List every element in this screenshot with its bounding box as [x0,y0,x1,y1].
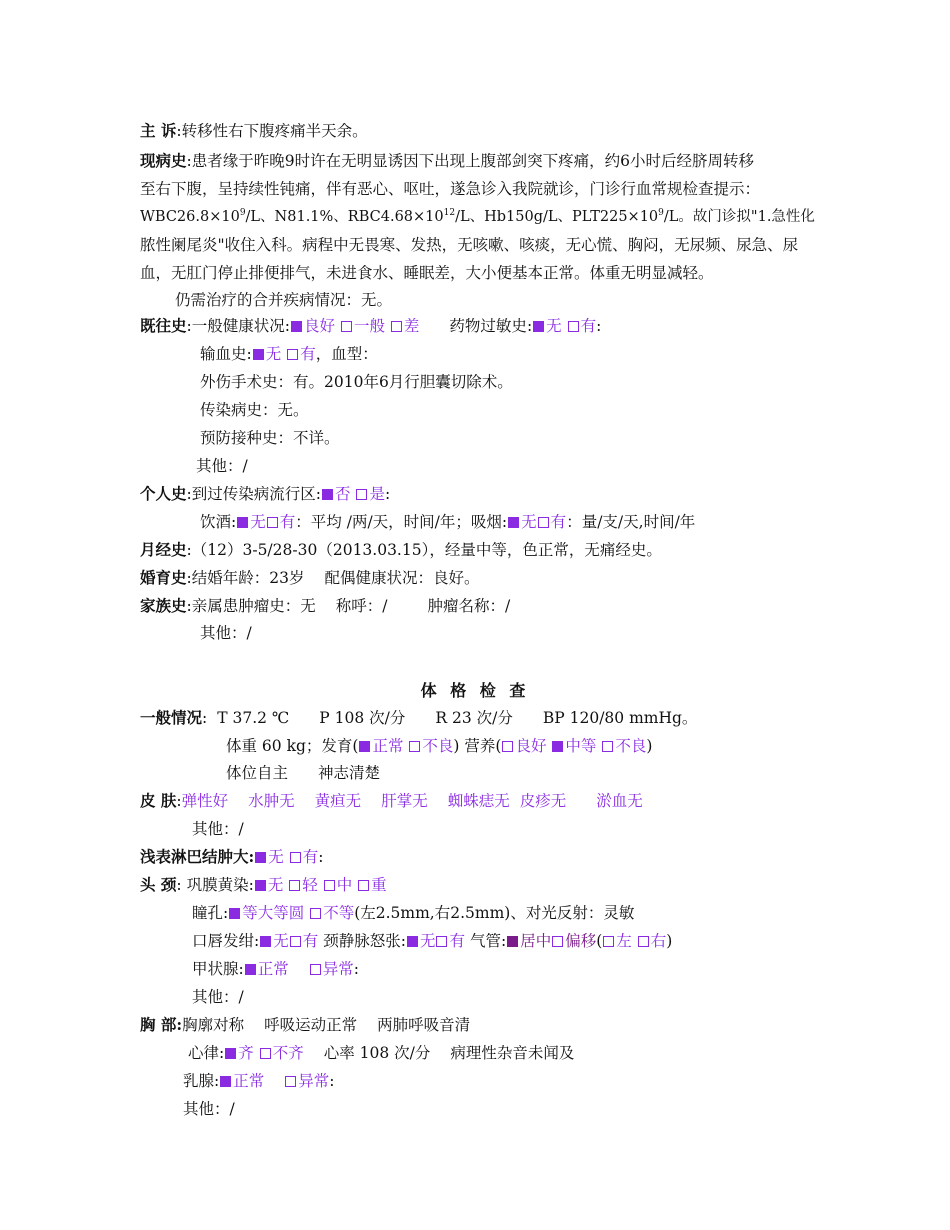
comorbid-text: 仍需治疗的合并疾病情况：无。 [175,291,393,309]
cyanosis-yes-checkbox[interactable] [290,936,301,947]
headneck-label: 头 颈 [140,875,177,894]
lymph-label: 浅表淋巴结肿大 [140,847,249,866]
thyroid-row: 甲状腺: 正常 异常: [192,960,360,978]
family-label: 家族史 [140,596,187,615]
comorbid-row [175,290,392,310]
health-fair-checkbox[interactable] [341,321,352,332]
lab-plt: /L、Hb150g/L、PLT225×10 [455,209,659,225]
lymph-row: 浅表淋巴结肿大: 无 有: [140,847,324,866]
hpi-line-1: 患者缘于昨晚9时许在无明显诱因下出现上腹部剑突下疼痛，约6小时后经脐周转移 [191,152,754,170]
chief-complaint-text: 转移性右下腹疼痛半天余。 [181,122,368,140]
hpi-line-2: 至右下腹，呈持续性钝痛，伴有恶心、呕吐，遂急诊入我院就诊，门诊行血常规检查提示： [140,180,761,198]
pupil-row: 瞳孔: 等大等圆 不等(左2.5mm,右2.5mm)、对光反射：灵敏 [192,904,635,922]
development-normal-checkbox[interactable] [359,741,370,752]
sclera-none-checkbox[interactable] [255,880,266,891]
jugular-no-checkbox[interactable] [407,936,418,947]
smoke-yes-checkbox[interactable] [538,517,549,528]
nutrition-poor-checkbox[interactable] [602,741,613,752]
hpi-row-2 [140,179,760,199]
lymph-no-checkbox[interactable] [255,852,266,863]
family-row: 家族史:亲属患肿瘤史：无 称呼：/ 肿瘤名称：/ [140,596,511,615]
development-poor-checkbox[interactable] [409,741,420,752]
lab-wbc: WBC26.8×10 [140,209,240,225]
physical-exam-title: 体 格 检 查 [420,681,530,700]
infectious-row: 传染病史：无。 [200,401,309,419]
menstrual-row: 月经史:（12）3-5/28-30（2013.03.15），经量中等，色正常，无痛经史。 [140,540,662,559]
skin-row: 皮 肤:弹性好 水肿无 黄疸无 肝掌无 蜘蛛痣无 皮疹无 淤血无 [140,791,643,810]
pupil-unequal-checkbox[interactable] [310,908,321,919]
headneck-other-row: 其他：/ [192,988,244,1006]
smoke-no-checkbox[interactable] [508,517,519,528]
health-poor-checkbox[interactable] [391,321,402,332]
thyroid-normal-checkbox[interactable] [245,964,256,975]
past-history-label: 既往史 [140,316,187,335]
chest-row: 胸 部:胸廓对称 呼吸运动正常 两肺呼吸音清 [140,1015,471,1034]
skin-label: 皮 肤 [140,791,177,810]
sclera-severe-checkbox[interactable] [358,880,369,891]
breast-abnormal-checkbox[interactable] [285,1076,296,1087]
cyanosis-row: 口唇发绀: 无 有 颈静脉怒张: 无 有 气管: 居中 偏移( 左 右) [192,932,673,950]
nutrition-medium-checkbox[interactable] [552,741,563,752]
nutrition-good-checkbox[interactable] [502,741,513,752]
hpi-lab-row: $WBC26.8\times 10^9/L$、N81.1%、$RBC4.68\times 10^{12}/L$、Hb150g/L、$PLT225\times 10^9/L$。故门诊拟"1.急性化 [140,208,815,225]
transfusion-yes-checkbox[interactable] [287,349,298,360]
trachea-deviated-checkbox[interactable] [552,936,563,947]
hpi-row-5 [140,263,714,283]
lymph-yes-checkbox[interactable] [290,852,301,863]
hpi-row-1: 现病史:患者缘于昨晚9时许在无明显诱因下出现上腹部剑突下疼痛，约6小时后经脐周转移 [140,151,754,170]
trachea-right-checkbox[interactable] [638,936,649,947]
sclera-row: 头 颈: 巩膜黄染: 无 轻 中 重 [140,875,387,894]
allergy-yes-checkbox[interactable] [568,321,579,332]
trachea-midline-checkbox[interactable] [507,936,518,947]
hpi-line-4: 脓性阑尾炎"收住入科。病程中无畏寒、发热，无咳嗽、咳痰，无心慌、胸闷，无尿频、尿急、尿 [140,236,799,254]
marital-label: 婚育史 [140,568,187,587]
heart-rhythm-row: 心律: 齐 不齐 心率 108 次/分 病理性杂音未闻及 [188,1044,575,1062]
position-row: 体位自主 神志清楚 [226,764,381,782]
chief-complaint-row: 主 诉:转移性右下腹疼痛半天余。 [140,121,368,140]
hpi-line-5: 血，无肛门停止排便排气，未进食水、睡眠差，大小便基本正常。体重无明显减轻。 [140,264,714,282]
hpi-row-4 [140,235,798,255]
hpi-label: 现病史 [140,151,187,170]
chest-other-row: 其他：/ [183,1100,235,1118]
trauma-row: 外伤手术史：有。2010年6月行胆囊切除术。 [200,373,513,391]
drink-smoke-row: 饮酒: 无 有：平均 /两/天，时间/年；吸烟: 无 有：量/支/天,时间/年 [200,513,696,531]
breast-row: 乳腺: 正常 异常: [183,1072,335,1090]
thyroid-abnormal-checkbox[interactable] [310,964,321,975]
personal-history-row: 个人史:到过传染病流行区: 否 是: [140,484,391,503]
sclera-mild-checkbox[interactable] [289,880,300,891]
chest-label: 胸 部 [140,1015,177,1034]
personal-history-label: 个人史 [140,484,187,503]
rhythm-irregular-checkbox[interactable] [260,1048,271,1059]
epidemic-no-checkbox[interactable] [322,489,333,500]
vaccination-row: 预防接种史：不详。 [200,429,340,447]
general-label: 一般情况 [140,708,203,727]
skin-other-row: 其他：/ [192,820,244,838]
trachea-left-checkbox[interactable] [603,936,614,947]
menstrual-label: 月经史 [140,540,187,559]
cyanosis-no-checkbox[interactable] [260,936,271,947]
pupil-equal-checkbox[interactable] [229,908,240,919]
past-other-row: 其他：/ [196,457,248,475]
health-good-checkbox[interactable] [291,321,302,332]
drink-yes-checkbox[interactable] [267,517,278,528]
family-other-row: 其他：/ [200,624,252,642]
jugular-yes-checkbox[interactable] [436,936,447,947]
chief-complaint-label: 主 诉 [140,121,177,140]
sclera-moderate-checkbox[interactable] [324,880,335,891]
epidemic-yes-checkbox[interactable] [356,489,367,500]
lab-tail: /L。故门诊拟"1.急性化 [663,209,815,225]
general-row: 一般情况: T 37.2 ℃ P 108 次/分 R 23 次/分 BP 120/80 mmHg。 [140,708,698,727]
breast-normal-checkbox[interactable] [220,1076,231,1087]
drink-no-checkbox[interactable] [237,517,248,528]
rhythm-regular-checkbox[interactable] [225,1048,236,1059]
allergy-no-checkbox[interactable] [533,321,544,332]
lab-rbc: /L、N81.1%、RBC4.68×10 [245,209,444,225]
transfusion-no-checkbox[interactable] [253,349,264,360]
marital-row: 婚育史:结婚年龄：23岁 配偶健康状况：良好。 [140,568,480,587]
transfusion-row: 输血史: 无 有，血型： [200,345,378,363]
weight-row: 体重 60 kg；发育( 正常 不良) 营养( 良好 中等 不良) [226,737,653,755]
past-history-row: 既往史:一般健康状况: 良好 一般 差 药物过敏史: 无 有: [140,316,602,335]
